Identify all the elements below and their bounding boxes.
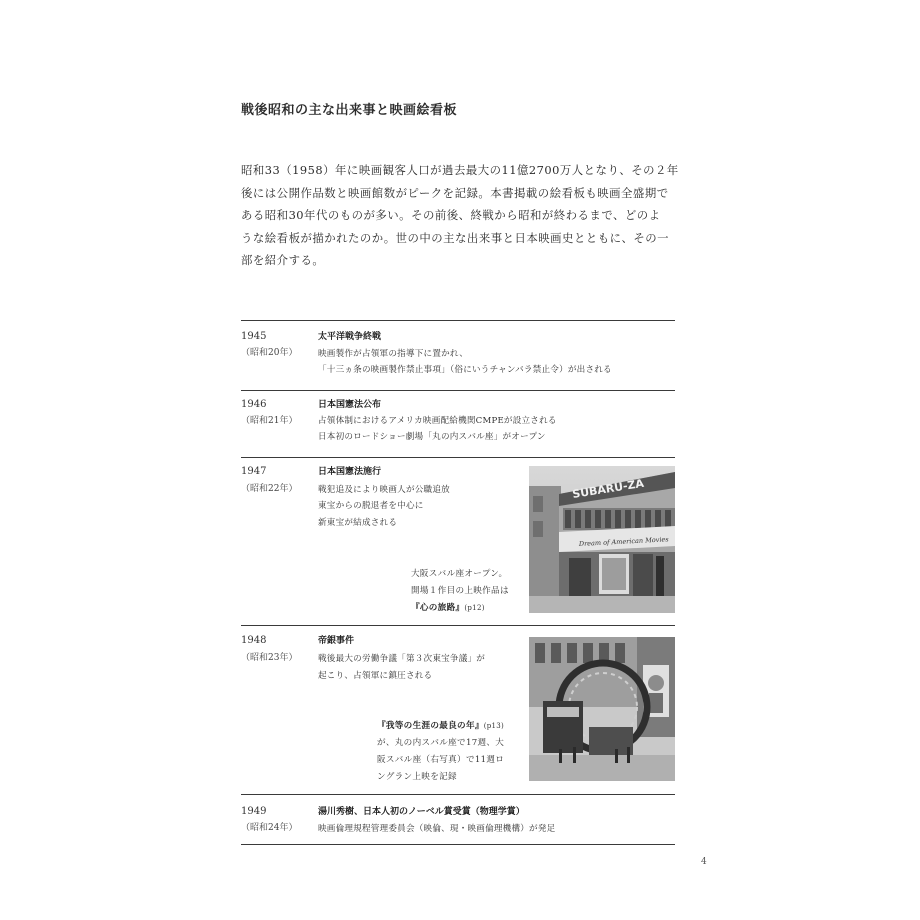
photo-caption-line: 大阪スバル座オープン。 (411, 569, 508, 579)
entry-line: 新東宝が結成される (318, 518, 398, 528)
entry-line: 日本初のロードショー劇場「丸の内スバル座」がオープン (318, 432, 546, 442)
entry-line: 起こり、占領軍に鎮圧される (318, 671, 433, 681)
entry-headline: 帝銀事件 (318, 636, 355, 646)
intro-line: 部を紹介する。 (241, 253, 325, 268)
building-sign: SUBARU-ZA (571, 476, 645, 501)
intro-line: うな絵看板が描かれたのか。世の中の主な出来事と日本映画史とともに、その一 (241, 230, 670, 245)
entry-line: 占領体制におけるアメリカ映画配給機関CMPEが設立される (318, 416, 557, 426)
timeline-rule (241, 457, 675, 458)
page-ref: (p13) (483, 722, 505, 730)
page-ref: (p12) (464, 604, 485, 612)
intro-line: ある昭和30年代のものが多い。その前後、終戦から昭和が終わるまで、どのよ (241, 208, 661, 223)
entry-line: 戦犯追及により映画人が公職追放 (318, 485, 450, 495)
timeline-rule (241, 794, 675, 795)
entry-year: 1947 (241, 466, 267, 477)
photo-caption-line (411, 600, 485, 617)
entry-headline: 日本国憲法公布 (318, 400, 382, 410)
film-title: 『我等の生涯の最良の年』 (377, 721, 484, 731)
photo-caption-line: 開場１作目の上映作品は (411, 586, 509, 596)
photo-caption-line: が、丸の内スバル座で17週、大 (377, 738, 505, 748)
intro-paragraph (241, 159, 681, 272)
entry-headline: 日本国憲法施行 (318, 467, 382, 477)
entry-year: 1946 (241, 399, 267, 410)
entry-line: 映画倫理規程管理委員会（映倫、現・映画倫理機構）が発足 (318, 824, 556, 834)
entry-headline: 太平洋戦争終戦 (318, 332, 382, 342)
entry-era: （昭和21年） (241, 416, 298, 426)
entry-line: 映画製作が占領軍の指導下に置かれ、 (318, 349, 469, 359)
entry-era: （昭和20年） (241, 348, 298, 358)
marquee-text: Dream of American Movies (578, 535, 669, 548)
entry-line: 「十三ヵ条の映画製作禁止事項」（俗にいうチャンバラ禁止令）が出される (318, 365, 612, 375)
timeline-rule (241, 390, 675, 391)
photo-caption-line: ングラン上映を記録 (377, 772, 457, 782)
film-title: 『心の旅路』 (411, 603, 465, 613)
photo-caption-line (377, 718, 504, 735)
entry-year: 1949 (241, 806, 267, 817)
intro-line: 昭和33（1958）年に映画観客人口が過去最大の11億2700万人となり、その２年 (241, 163, 679, 177)
entry-era: （昭和23年） (241, 653, 298, 663)
timeline-rule (241, 320, 675, 321)
entry-year: 1948 (241, 635, 267, 646)
entry-year: 1945 (241, 331, 267, 342)
entry-headline: 湯川秀樹、日本人初のノーベル賞受賞（物理学賞） (318, 807, 525, 817)
page-title: 戦後昭和の主な出来事と映画絵看板 (241, 103, 458, 118)
entry-line: 戦後最大の労働争議「第３次東宝争議」が (318, 654, 486, 664)
entry-line: 東宝からの脱退者を中心に (318, 501, 424, 511)
subaruza-photo (529, 466, 675, 613)
entry-era: （昭和22年） (241, 484, 298, 494)
osaka-subaruza-photo (529, 637, 675, 781)
timeline-rule (241, 844, 675, 845)
photo-caption-line: 阪スバル座（右写真）で11週ロ (377, 755, 505, 765)
timeline-rule (241, 625, 675, 626)
page-number: 4 (701, 857, 707, 867)
entry-era: （昭和24年） (241, 823, 298, 833)
intro-line: 後には公開作品数と映画館数がピークを記録。本書掲載の絵看板も映画全盛期で (241, 185, 669, 200)
